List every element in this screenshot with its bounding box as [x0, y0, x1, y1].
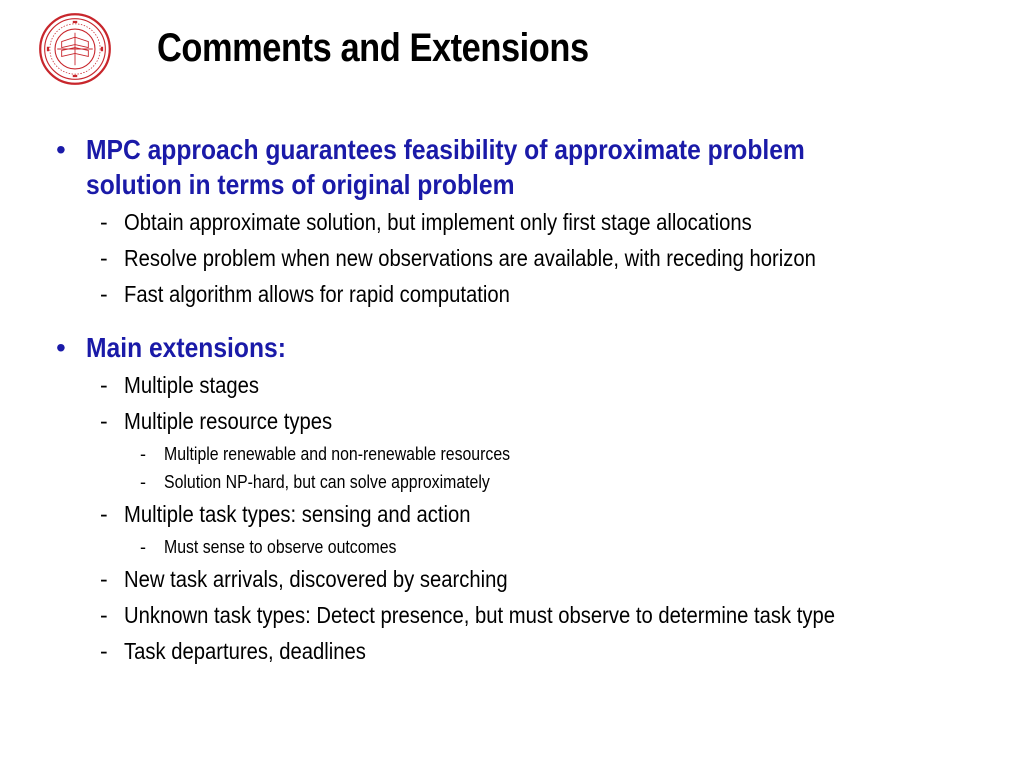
- list-item-text: Fast algorithm allows for rapid computation: [124, 281, 510, 307]
- list-item-text: Unknown task types: Detect presence, but must observe to determine task type: [124, 602, 836, 628]
- dash-marker: -: [140, 444, 146, 464]
- section-heading-line: Main extensions:: [86, 332, 286, 363]
- list-item-text: New task arrivals, discovered by searching: [124, 566, 508, 592]
- sub-list-item: [140, 471, 534, 493]
- dash-marker: -: [100, 566, 108, 592]
- dash-marker: -: [100, 408, 108, 434]
- dash-marker: -: [100, 281, 108, 307]
- university-seal-logo: [38, 12, 112, 86]
- section-heading-line: solution in terms of original problem: [86, 169, 515, 200]
- section-heading: [56, 133, 903, 167]
- section-heading: [86, 168, 573, 202]
- list-item-text: Multiple stages: [124, 372, 260, 398]
- list-item: [100, 565, 560, 593]
- slide-title: Comments and Extensions: [157, 26, 589, 70]
- sub-list-item-text: Solution NP-hard, but can solve approximately: [164, 472, 490, 492]
- dash-marker: -: [100, 602, 108, 628]
- section-heading-line: MPC approach guarantees feasibility of approximate problem: [86, 134, 805, 165]
- list-item-text: Obtain approximate solution, but implement only first stage allocations: [124, 209, 752, 235]
- sub-list-item-text: Multiple renewable and non-renewable resources: [164, 444, 511, 464]
- sub-list-item: [140, 443, 557, 465]
- dash-marker: -: [100, 501, 108, 527]
- section-heading: [56, 331, 313, 365]
- dash-marker: -: [100, 209, 108, 235]
- sub-list-item-text: Must sense to observe outcomes: [164, 537, 397, 557]
- bullet-marker: •: [56, 134, 66, 165]
- list-item: [100, 208, 837, 236]
- list-item-text: Task departures, deadlines: [124, 638, 366, 664]
- list-item: [100, 637, 399, 665]
- dash-marker: -: [140, 537, 146, 557]
- dash-marker: -: [100, 245, 108, 271]
- dash-marker: -: [100, 638, 108, 664]
- sub-list-item: [140, 536, 428, 558]
- dash-marker: -: [100, 372, 108, 398]
- list-item: [100, 244, 910, 272]
- list-item: [100, 371, 277, 399]
- list-item: [100, 601, 932, 629]
- list-item-text: Resolve problem when new observations are available, with receding horizon: [124, 245, 816, 271]
- list-item: [100, 407, 361, 435]
- bullet-marker: •: [56, 332, 66, 363]
- dash-marker: -: [140, 472, 146, 492]
- list-item-text: Multiple resource types: [124, 408, 333, 434]
- list-item: [100, 500, 518, 528]
- list-item-text: Multiple task types: sensing and action: [124, 501, 471, 527]
- list-item: [100, 280, 562, 308]
